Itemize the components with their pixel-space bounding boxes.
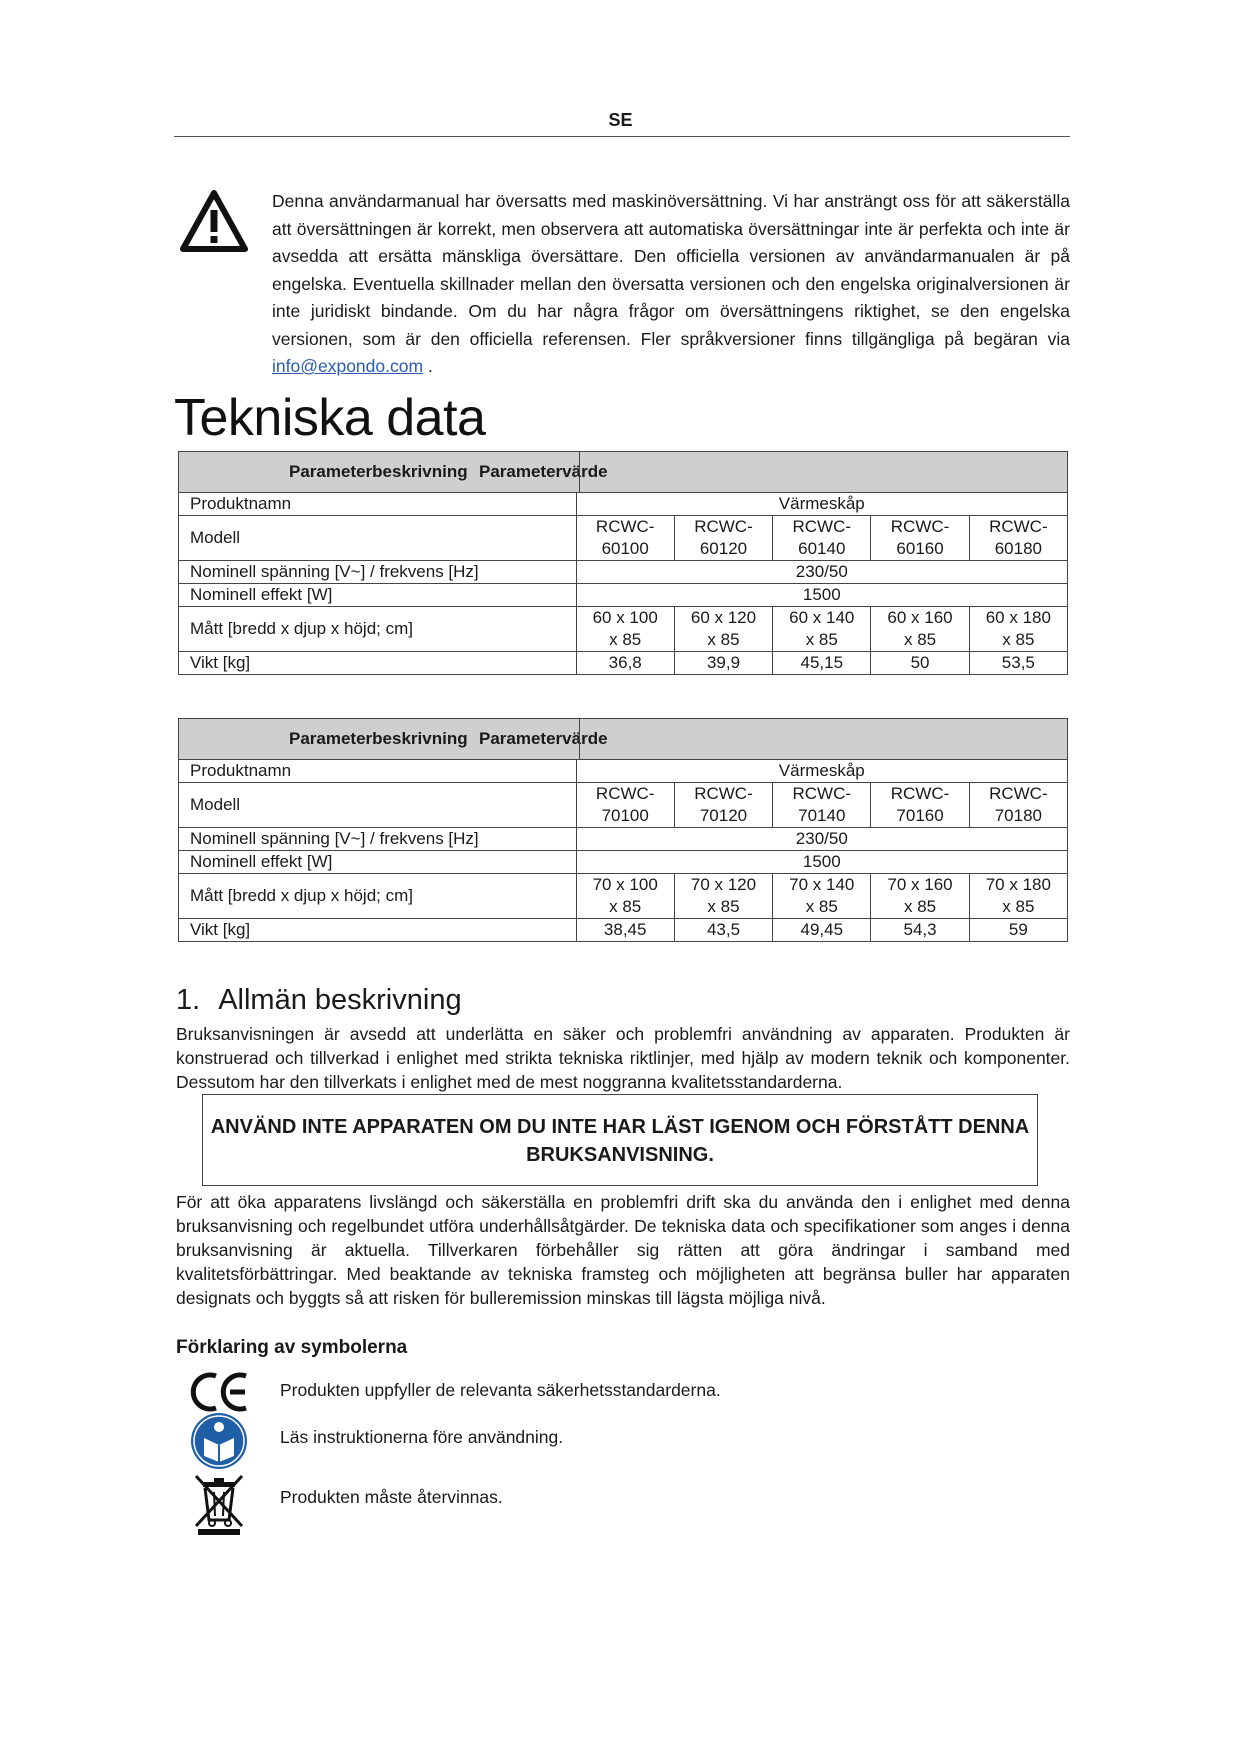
- email-link[interactable]: info@expondo.com: [272, 356, 424, 376]
- model-label: Modell: [179, 783, 577, 828]
- product-value: Värmeskåp: [576, 760, 1067, 783]
- dims-height: x 85: [805, 630, 838, 649]
- power-value: 1500: [576, 851, 1067, 874]
- voltage-value: 230/50: [576, 828, 1067, 851]
- warning-triangle-icon: [180, 190, 248, 252]
- maintenance-paragraph: För att öka apparatens livslängd och säkerställa en problemfri drift ska du använda den i enlighet med denna bruksanvisning och regelbundet utföra underhållsåtgärder. De tekniska data och specifikationer som anges i denna bruksanvisning är aktuella. Tillverkaren förbehåller sig rätten att göra ändringar i samband med kvalitetsförbättringar. Med beaktande av tekniska framsteg och möjligheten att begränsa buller har apparaten designats och byggts så att risken för bulleremission minskas till lägsta möjliga nivå.: [176, 1192, 1070, 1308]
- table-row: [179, 584, 1068, 607]
- header-param-desc: Parameterbeskrivning: [289, 729, 468, 748]
- model-number: 60120: [699, 539, 748, 558]
- table-row: [179, 516, 1068, 561]
- dims-height: x 85: [1002, 630, 1035, 649]
- dims-cell: [576, 607, 674, 652]
- model-cell: [576, 783, 674, 828]
- weight-value: 39,9: [674, 652, 772, 675]
- weight-value: 59: [969, 919, 1067, 942]
- model-prefix: RCWC-: [595, 517, 655, 536]
- header-param-value: Parametervärde: [479, 462, 608, 481]
- model-prefix: RCWC-: [792, 784, 852, 803]
- spec-table-60: [178, 451, 1068, 675]
- model-cell: [773, 516, 871, 561]
- weight-value: 36,8: [576, 652, 674, 675]
- table-header: [179, 719, 1068, 760]
- model-prefix: RCWC-: [890, 517, 950, 536]
- weight-value: 53,5: [969, 652, 1067, 675]
- table-row: [179, 652, 1068, 675]
- dims-height: x 85: [707, 897, 740, 916]
- table-row: [179, 760, 1068, 783]
- header-divider-line: [579, 719, 580, 759]
- voltage-label: Nominell spänning [V~] / frekvens [Hz]: [179, 828, 577, 851]
- dims-main: 60 x 120: [690, 608, 757, 627]
- header-divider: [174, 136, 1070, 137]
- weight-value: 50: [871, 652, 969, 675]
- dims-label: Mått [bredd x djup x höjd; cm]: [179, 607, 577, 652]
- weight-value: 43,5: [674, 919, 772, 942]
- dims-height: x 85: [609, 897, 642, 916]
- translation-disclaimer: [272, 188, 1070, 381]
- weight-label: Vikt [kg]: [179, 652, 577, 675]
- model-prefix: RCWC-: [694, 517, 753, 536]
- language-code: SE: [608, 110, 633, 130]
- dims-cell: [674, 874, 772, 919]
- table-row: [179, 919, 1068, 942]
- weight-value: 45,15: [773, 652, 871, 675]
- model-number: 60100: [601, 539, 649, 558]
- symbol-text: Produkten måste återvinnas.: [280, 1487, 503, 1507]
- power-label: Nominell effekt [W]: [179, 584, 577, 607]
- weight-label: Vikt [kg]: [179, 919, 577, 942]
- weight-value: 49,45: [773, 919, 871, 942]
- model-number: 60180: [994, 539, 1042, 558]
- model-prefix: RCWC-: [792, 517, 852, 536]
- header-param-value: Parametervärde: [479, 729, 608, 748]
- symbol-text: Läs instruktionerna före användning.: [280, 1427, 564, 1447]
- table-row: [179, 783, 1068, 828]
- table-row: [179, 561, 1068, 584]
- model-cell: [871, 516, 969, 561]
- model-number: 60140: [798, 539, 846, 558]
- dims-cell: [773, 874, 871, 919]
- dims-height: x 85: [1002, 897, 1035, 916]
- intro-paragraph: Bruksanvisningen är avsedd att underlätta en säker och problemfri användning av apparaten. Produkten är konstruerad och tillverkad i enlighet med strikta tekniska riktlinjer, med hjälp av modern teknik och komponenter. Dessutom har den tillverkats i enlighet med de mest noggranna kvalitetsstandarderna.: [176, 1024, 1070, 1092]
- table-header: [179, 452, 1068, 493]
- dims-main: 70 x 160: [887, 875, 953, 894]
- warning-line-2: BRUKSANVISNING.: [526, 1144, 714, 1166]
- dims-main: 60 x 160: [887, 608, 953, 627]
- disclaimer-text: Denna användarmanual har översatts med maskinöversättning. Vi har ansträngt oss för att säkerställa att översättningen är korrekt, men observera att automatiska översättningar inte är perfekta och inte är avsedda att ersätta mänskliga översättare. Den officiella versionen av användarmanualen är på engelska. Eventuella skillnader mellan den översatta versionen och den engelska originalversionen är inte juridiskt bindande. Om du har några frågor om översättningens riktighet, se den engelska versionen, som är den officiella referensen. Fler språkversioner finns tillgängliga på begäran via: [272, 191, 1070, 349]
- spec-table-70: [178, 718, 1068, 942]
- model-cell: [674, 516, 772, 561]
- section-title-text: Allmän beskrivning: [218, 984, 462, 1016]
- dims-main: 70 x 100: [592, 875, 658, 894]
- model-prefix: RCWC-: [694, 784, 753, 803]
- ce-mark-icon: [190, 1368, 254, 1416]
- model-prefix: RCWC-: [989, 784, 1048, 803]
- dims-height: x 85: [903, 630, 937, 649]
- product-label: Produktnamn: [179, 493, 577, 516]
- model-number: 70160: [896, 806, 944, 825]
- section-heading: [176, 984, 462, 1017]
- dims-cell: [871, 874, 969, 919]
- dims-cell: [576, 874, 674, 919]
- table-row: [179, 851, 1068, 874]
- model-prefix: RCWC-: [595, 784, 655, 803]
- product-label: Produktnamn: [179, 760, 577, 783]
- dims-height: x 85: [903, 897, 937, 916]
- table-row: [179, 828, 1068, 851]
- table-row: [179, 493, 1068, 516]
- dims-main: 70 x 140: [789, 875, 855, 894]
- model-number: 70140: [798, 806, 846, 825]
- dims-label: Mått [bredd x djup x höjd; cm]: [179, 874, 577, 919]
- header-param-desc: Parameterbeskrivning: [289, 462, 468, 481]
- section-number: 1.: [176, 984, 201, 1016]
- dims-main: 70 x 180: [985, 875, 1051, 894]
- model-number: 60160: [896, 539, 944, 558]
- model-number: 70120: [699, 806, 748, 825]
- model-cell: [969, 783, 1067, 828]
- table-header-row: [179, 719, 1068, 760]
- power-value: 1500: [576, 584, 1067, 607]
- symbol-text: Produkten uppfyller de relevanta säkerhetsstandarderna.: [280, 1380, 721, 1400]
- product-value: Värmeskåp: [576, 493, 1067, 516]
- read-manual-icon: [190, 1412, 248, 1470]
- page-title: Tekniska data: [174, 389, 486, 447]
- dims-main: 60 x 100: [592, 608, 658, 627]
- table-header-row: [179, 452, 1068, 493]
- header-divider-line: [579, 452, 580, 492]
- model-number: 70180: [994, 806, 1042, 825]
- model-prefix: RCWC-: [989, 517, 1048, 536]
- dims-cell: [674, 607, 772, 652]
- weight-value: 54,3: [871, 919, 969, 942]
- dims-cell: [969, 607, 1067, 652]
- model-cell: [674, 783, 772, 828]
- dims-height: x 85: [609, 630, 642, 649]
- power-label: Nominell effekt [W]: [179, 851, 577, 874]
- dims-height: x 85: [805, 897, 838, 916]
- voltage-label: Nominell spänning [V~] / frekvens [Hz]: [179, 561, 577, 584]
- dims-main: 60 x 180: [985, 608, 1051, 627]
- model-label: Modell: [179, 516, 577, 561]
- dims-cell: [969, 874, 1067, 919]
- dims-cell: [773, 607, 871, 652]
- dims-height: x 85: [707, 630, 740, 649]
- weight-value: 38,45: [576, 919, 674, 942]
- warning-line-1: ANVÄND INTE APPARATEN OM DU INTE HAR LÄST IGENOM OCH FÖRSTÅTT DENNA: [210, 1116, 1030, 1138]
- symbols-heading: Förklaring av symbolerna: [176, 1337, 408, 1358]
- weee-bin-icon: [190, 1470, 248, 1536]
- model-cell: [576, 516, 674, 561]
- disclaimer-end: .: [427, 356, 433, 376]
- warning-box: [202, 1094, 1038, 1186]
- voltage-value: 230/50: [576, 561, 1067, 584]
- model-prefix: RCWC-: [890, 784, 950, 803]
- table-row: [179, 607, 1068, 652]
- model-cell: [871, 783, 969, 828]
- dims-cell: [871, 607, 969, 652]
- table-row: [179, 874, 1068, 919]
- dims-main: 60 x 140: [789, 608, 855, 627]
- model-number: 70100: [601, 806, 649, 825]
- model-cell: [969, 516, 1067, 561]
- dims-main: 70 x 120: [690, 875, 757, 894]
- model-cell: [773, 783, 871, 828]
